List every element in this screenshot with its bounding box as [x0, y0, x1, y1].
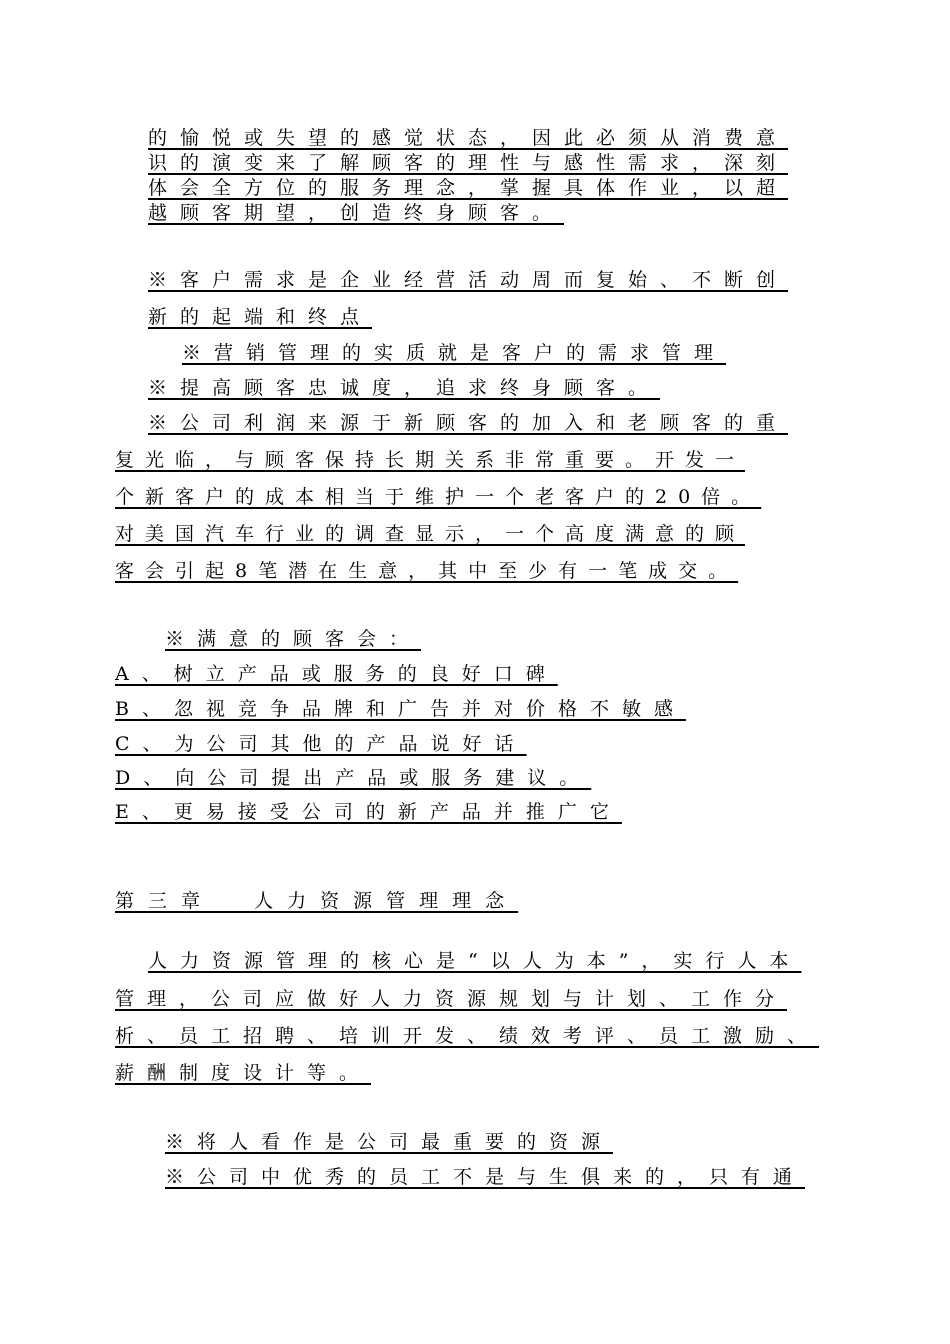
paragraph-hr-1: 人力资源管理的核心是“以人为本”，实行人本: [148, 950, 802, 972]
bullet-line-profit: ※公司利润来源于新顾客的加入和老顾客的重: [148, 412, 789, 434]
list-title-satisfied: ※满意的顾客会：: [165, 628, 422, 650]
paragraph-hr-3: 析、员工招聘、培训开发、绩效考评、员工激励、: [115, 1025, 820, 1047]
list-item-c: C、为公司其他的产品说好话: [115, 733, 527, 755]
bullet-line-customer-demand: ※客户需求是企业经营活动周而复始、不断创: [148, 269, 789, 291]
paragraph-line-3: 体会全方位的服务理念，掌握具体作业，以超: [148, 177, 789, 199]
paragraph-line-1: 的愉悦或失望的感觉状态，因此必须从消费意: [148, 127, 789, 149]
bullet-line-people: ※将人看作是公司最重要的资源: [165, 1131, 614, 1153]
bullet-line-employees: ※公司中优秀的员工不是与生俱来的，只有通: [165, 1166, 806, 1188]
paragraph-line-4: 越顾客期望，创造终身顾客。: [148, 202, 565, 224]
chapter-heading: 第三章 人力资源管理理念: [115, 890, 519, 912]
list-item-a: A、树立产品或服务的良好口碑: [115, 663, 558, 685]
paragraph-line-profit-2: 复光临，与顾客保持长期关系非常重要。开发一: [115, 449, 746, 471]
paragraph-line-2: 识的演变来了解顾客的理性与感性需求，深刻: [148, 152, 789, 174]
paragraph-line-profit-3: 个新客户的成本相当于维护一个老客户的20倍。: [115, 486, 762, 508]
paragraph-hr-4: 薪酬制度设计等。: [115, 1062, 372, 1084]
paragraph-line-profit-4: 对美国汽车行业的调查显示，一个高度满意的顾: [115, 523, 746, 545]
list-item-d: D、向公司提出产品或服务建议。: [115, 767, 592, 789]
bullet-line-marketing: ※营销管理的实质就是客户的需求管理: [182, 342, 727, 364]
paragraph-hr-2: 管理，公司应做好人力资源规划与计划、工作分: [115, 988, 788, 1010]
bullet-line-customer-demand-cont: 新的起端和终点: [148, 306, 373, 328]
bullet-line-loyalty: ※提高顾客忠诚度，追求终身顾客。: [148, 377, 661, 399]
list-item-b: B、忽视竞争品牌和广告并对价格不敏感: [115, 698, 686, 720]
paragraph-line-profit-5: 客会引起8笔潜在生意，其中至少有一笔成交。: [115, 560, 739, 582]
list-item-e: E、更易接受公司的新产品并推广它: [115, 801, 622, 823]
